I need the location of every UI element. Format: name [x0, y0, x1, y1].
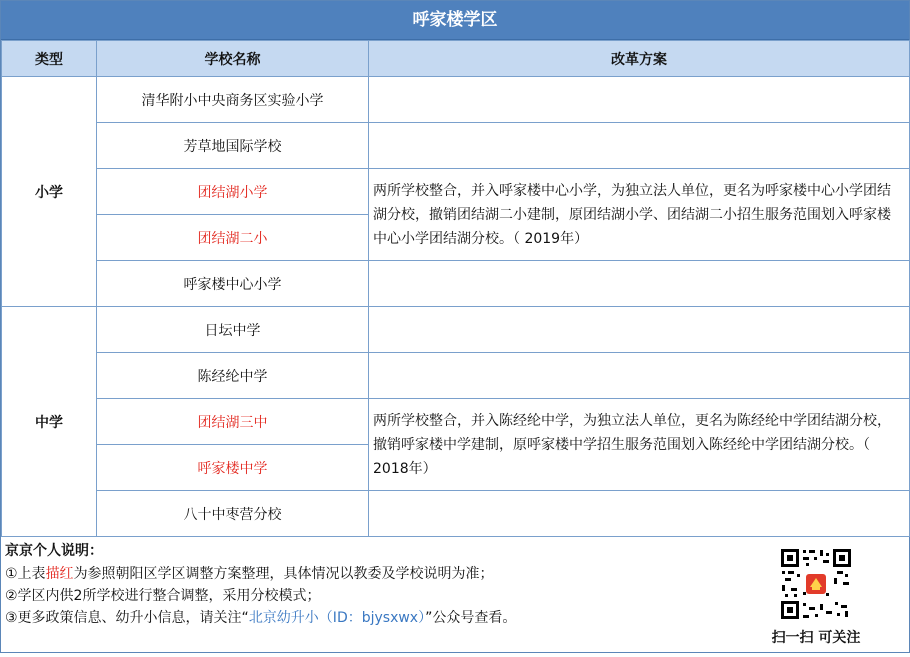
page-title: 呼家楼学区 [1, 1, 909, 40]
table-row [2, 169, 910, 215]
school-cell-highlighted: 团结湖三中 [97, 399, 369, 445]
school-cell: 日坛中学 [97, 307, 369, 353]
note-3-suffix: ”公众号查看。 [425, 610, 517, 626]
plan-cell-empty [369, 123, 910, 169]
table-row [2, 491, 910, 537]
plan-cell-empty [369, 353, 910, 399]
school-cell-highlighted: 团结湖二小 [97, 215, 369, 261]
table-row [2, 123, 910, 169]
table-row [2, 77, 910, 123]
note-1-prefix: ①上表 [5, 566, 46, 582]
type-middle: 中学 [2, 307, 97, 537]
plan-cell-empty [369, 307, 910, 353]
header-school: 学校名称 [97, 41, 369, 77]
school-cell: 清华附小中央商务区实验小学 [97, 77, 369, 123]
qr-caption: 扫一扫 可关注 [771, 630, 861, 646]
qr-block [769, 547, 863, 647]
note-line-2: ②学区内供2所学校进行整合调整，采用分校模式； [5, 588, 321, 604]
plan-cell-empty [369, 261, 910, 307]
school-cell-highlighted: 呼家楼中学 [97, 445, 369, 491]
school-cell: 呼家楼中心小学 [97, 261, 369, 307]
wechat-account-name: 北京幼升小（ID：bjysxwx） [248, 610, 426, 626]
school-cell: 芳草地国际学校 [97, 123, 369, 169]
district-table [1, 40, 910, 537]
school-cell: 八十中枣营分校 [97, 491, 369, 537]
type-primary: 小学 [2, 77, 97, 307]
table-row [2, 399, 910, 445]
header-row [2, 41, 910, 77]
plan-primary: 两所学校整合，并入呼家楼中心小学，为独立法人单位，更名为呼家楼中心小学团结湖分校，撤销团结湖二小建制，原团结湖小学、团结湖二小招生服务范围划入呼家楼中心小学团结湖分校。（ 2019年） [369, 169, 910, 261]
plan-cell-empty [369, 77, 910, 123]
note-1-highlight: 描红 [45, 566, 74, 582]
qr-code-icon[interactable] [779, 547, 853, 621]
note-1-suffix: 为参照朝阳区学区调整方案整理，具体情况以教委及学校说明为准； [73, 566, 494, 582]
school-cell: 陈经纶中学 [97, 353, 369, 399]
table-row [2, 353, 910, 399]
plan-middle: 两所学校整合，并入陈经纶中学，为独立法人单位，更名为陈经纶中学团结湖分校，撤销呼家楼中学建制，原呼家楼中学招生服务范围划入陈经纶中学团结湖分校。（ 2018年） [369, 399, 910, 491]
notes-section [1, 537, 909, 657]
header-plan: 改革方案 [369, 41, 910, 77]
table-row [2, 307, 910, 353]
plan-cell-empty [369, 491, 910, 537]
school-cell-highlighted: 团结湖小学 [97, 169, 369, 215]
notes-heading: 京京个人说明： [5, 543, 103, 559]
header-type: 类型 [2, 41, 97, 77]
note-3-prefix: ③更多政策信息、幼升小信息，请关注“ [5, 610, 249, 626]
table-row [2, 261, 910, 307]
